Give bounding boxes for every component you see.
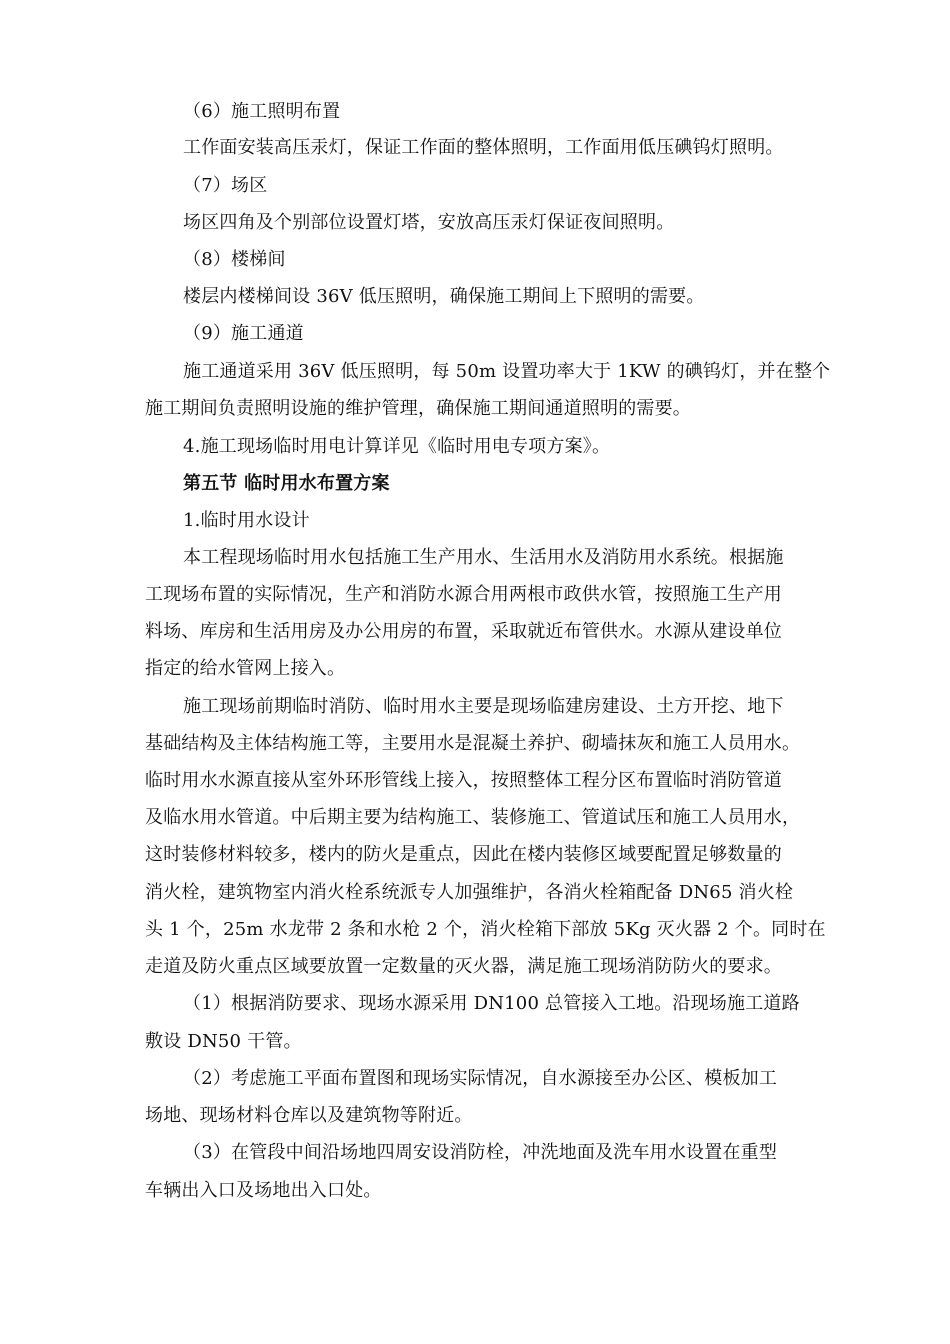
paragraph-line: 指定的给水管网上接入。 bbox=[145, 658, 346, 679]
paragraph-line: 及临水用水管道。中后期主要为结构施工、装修施工、管道试压和施工人员用水， bbox=[145, 807, 801, 828]
paragraph-line: 临时用水水源直接从室外环形管线上接入，按照整体工程分区布置临时消防管道 bbox=[145, 770, 782, 791]
paragraph-line: 施工期间负责照明设施的维护管理，确保施工期间通道照明的需要。 bbox=[145, 398, 691, 419]
paragraph-line: 施工通道采用 36V 低压照明，每 50m 设置功率大于 1KW 的碘钨灯，并在整个 bbox=[183, 361, 831, 382]
paragraph-line: （3）在管段中间沿场地四周安设消防栓，冲洗地面及洗车用水设置在重型 bbox=[183, 1142, 778, 1163]
subsection-heading: （7）场区 bbox=[183, 175, 268, 196]
paragraph-line: （1）根据消防要求、现场水源采用 DN100 总管接入工地。沿现场施工道路 bbox=[183, 993, 800, 1014]
paragraph-line: 料场、库房和生活用房及办公用房的布置，采取就近布管供水。水源从建设单位 bbox=[145, 621, 782, 642]
paragraph-line: 楼层内楼梯间设 36V 低压照明，确保施工期间上下照明的需要。 bbox=[183, 286, 705, 307]
subsection-heading: （9）施工通道 bbox=[183, 323, 304, 344]
paragraph-line: 4.施工现场临时用电计算详见《临时用电专项方案》。 bbox=[183, 436, 611, 457]
paragraph-line: 头 1 个，25m 水龙带 2 条和水枪 2 个，消火栓箱下部放 5Kg 灭火器 2 个。同时在 bbox=[145, 919, 826, 940]
paragraph-line: 工现场布置的实际情况，生产和消防水源合用两根市政供水管，按照施工生产用 bbox=[145, 584, 782, 605]
subsection-heading: 1.临时用水设计 bbox=[183, 510, 310, 531]
paragraph-line: 施工现场前期临时消防、临时用水主要是现场临建房建设、土方开挖、地下 bbox=[183, 696, 784, 717]
subsection-heading: （6）施工照明布置 bbox=[183, 101, 341, 122]
paragraph-line: 走道及防火重点区域要放置一定数量的灭火器，满足施工现场消防防火的要求。 bbox=[145, 956, 782, 977]
paragraph-line: 本工程现场临时用水包括施工生产用水、生活用水及消防用水系统。根据施 bbox=[183, 547, 784, 568]
paragraph-line: 场地、现场材料仓库以及建筑物等附近。 bbox=[145, 1105, 473, 1126]
paragraph-line: 敷设 DN50 干管。 bbox=[145, 1031, 302, 1052]
paragraph-line: （2）考虑施工平面布置图和现场实际情况，自水源接至办公区、模板加工 bbox=[183, 1068, 778, 1089]
paragraph-line: 这时装修材料较多，楼内的防火是重点，因此在楼内装修区域要配置足够数量的 bbox=[145, 844, 782, 865]
paragraph-line: 车辆出入口及场地出入口处。 bbox=[145, 1180, 382, 1201]
paragraph-line: 基础结构及主体结构施工等，主要用水是混凝土养护、砌墙抹灰和施工人员用水。 bbox=[145, 733, 801, 754]
subsection-heading: （8）楼梯间 bbox=[183, 249, 286, 270]
paragraph-line: 消火栓，建筑物室内消火栓系统派专人加强维护，各消火栓箱配备 DN65 消火栓 bbox=[145, 882, 794, 903]
paragraph-line: 场区四角及个别部位设置灯塔，安放高压汞灯保证夜间照明。 bbox=[183, 212, 675, 233]
paragraph-line: 工作面安装高压汞灯，保证工作面的整体照明，工作面用低压碘钨灯照明。 bbox=[183, 137, 784, 158]
section-heading: 第五节 临时用水布置方案 bbox=[183, 473, 390, 494]
